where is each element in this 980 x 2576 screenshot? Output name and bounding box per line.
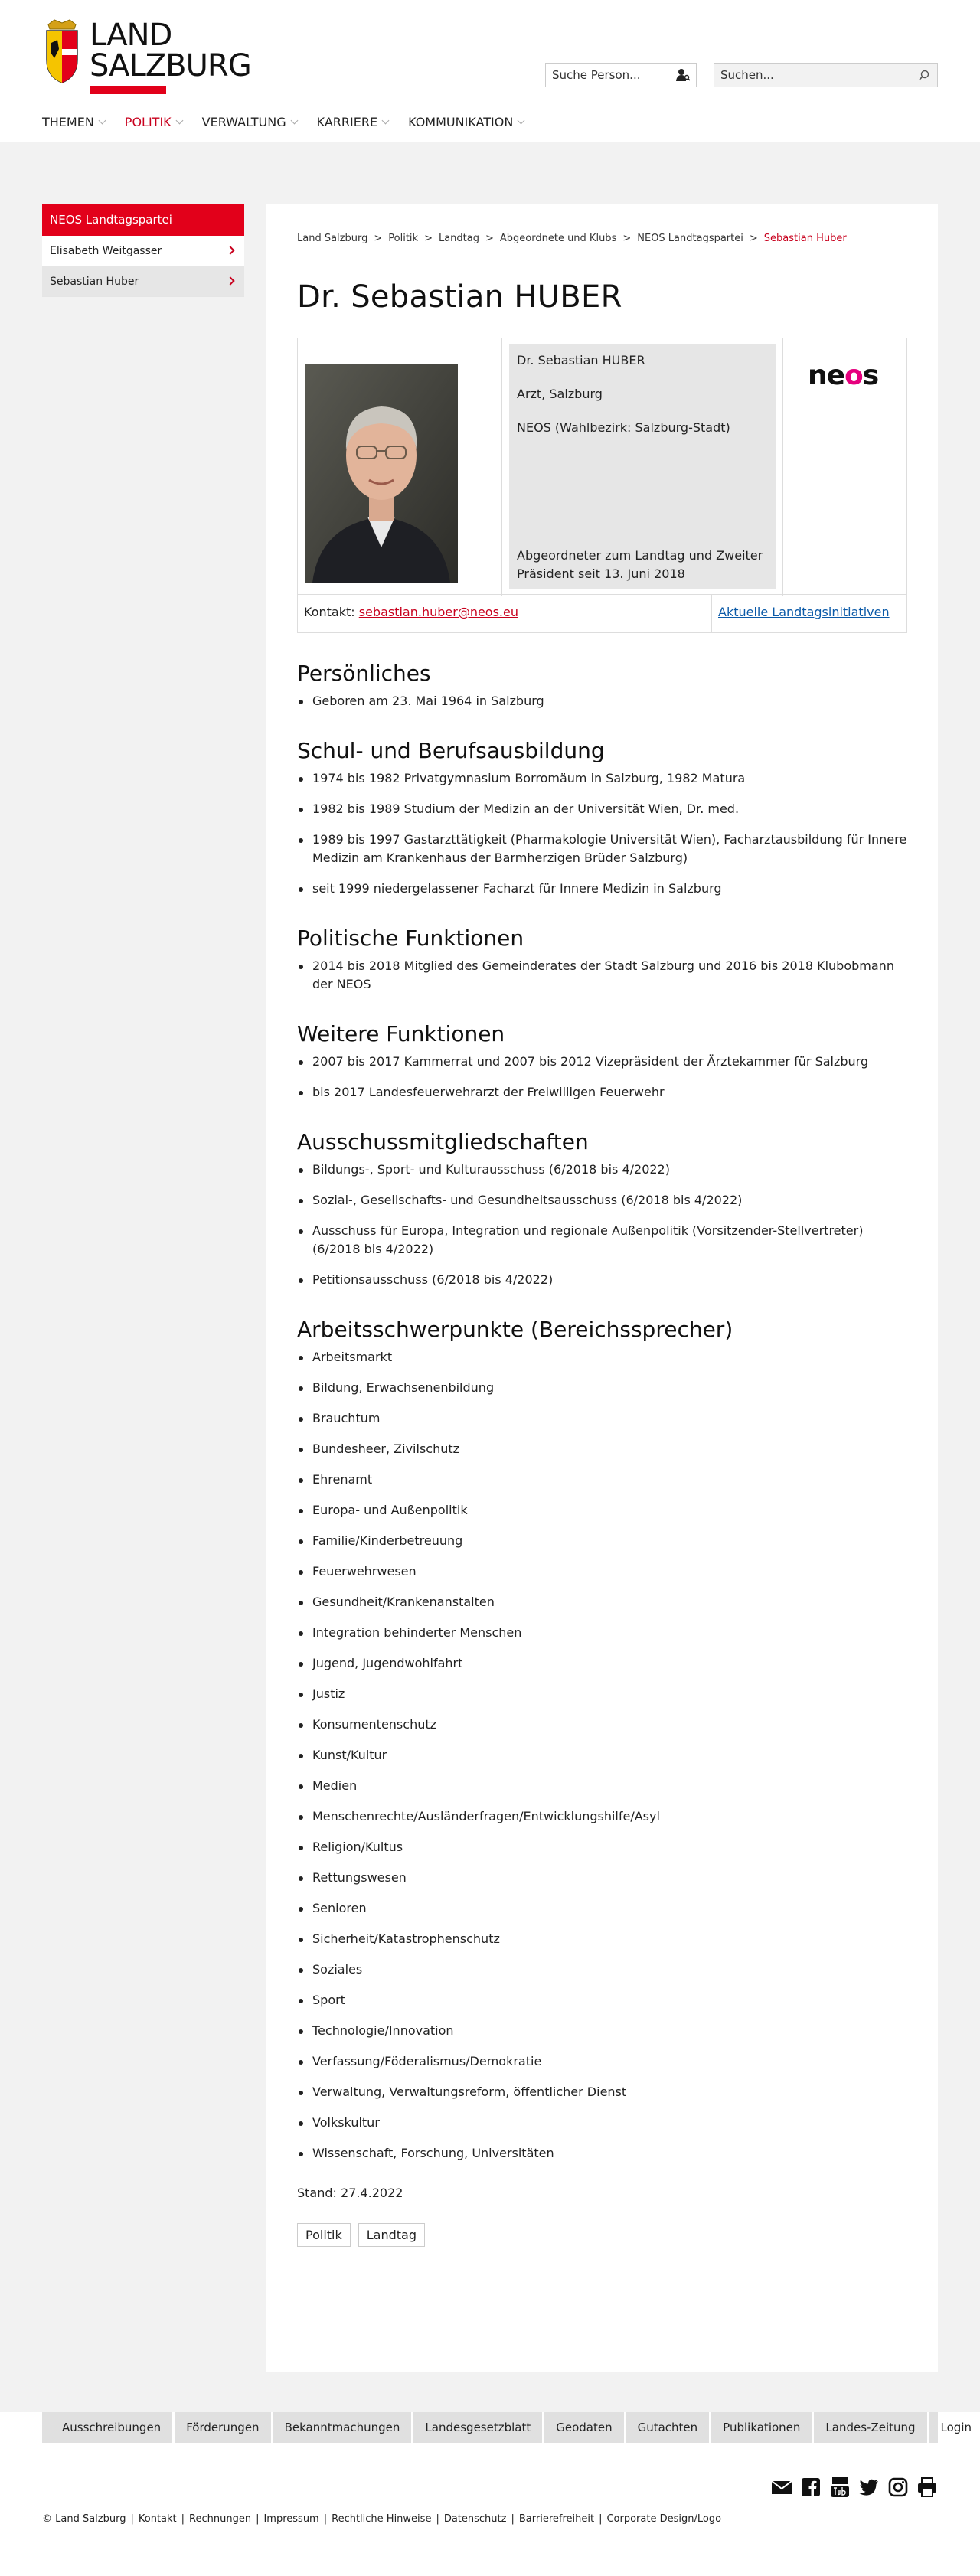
list-item: 1989 bis 1997 Gastarzttätigkeit (Pharmakologie Universität Wien), Facharztausbildung für Innere Medizin am Krankenhaus der Barmherzigen Brüder Salzburg) bbox=[297, 831, 907, 867]
nav-item-label: VERWALTUNG bbox=[201, 115, 286, 129]
section-title: Weitere Funktionen bbox=[297, 1021, 505, 1046]
initiatives-cell bbox=[711, 595, 907, 632]
breadcrumb-current: Sebastian Huber bbox=[763, 233, 847, 244]
profile-role: Abgeordneter zum Landtag und Zweiter Präsident seit 13. Juni 2018 bbox=[517, 548, 763, 581]
section-ausbildung bbox=[297, 738, 907, 898]
nav-item-label: KOMMUNIKATION bbox=[408, 115, 514, 129]
list-item: Arbeitsmarkt bbox=[297, 1348, 907, 1366]
profile-info-box bbox=[509, 344, 776, 589]
site-header bbox=[0, 0, 980, 142]
search-icon[interactable] bbox=[919, 70, 929, 80]
footer-link-bekanntmachungen[interactable]: Bekanntmachungen bbox=[273, 2412, 414, 2443]
list-item: 2014 bis 2018 Mitglied des Gemeinderates der Stadt Salzburg und 2016 bis 2018 Klubobmann der NEOS bbox=[297, 957, 907, 994]
profile-name: Dr. Sebastian HUBER bbox=[517, 353, 645, 367]
legal-link-datenschutz[interactable]: Datenschutz bbox=[443, 2513, 507, 2525]
breadcrumb-separator: > bbox=[374, 233, 383, 244]
section-title: Persönliches bbox=[297, 661, 431, 686]
sidebar bbox=[42, 204, 244, 297]
neos-logo-text-b: s bbox=[862, 360, 879, 391]
breadcrumb-link[interactable]: Land Salzburg bbox=[297, 233, 368, 244]
page-title: Dr. Sebastian HUBER bbox=[297, 279, 622, 315]
legal-link-corporate-design[interactable]: Corporate Design/Logo bbox=[606, 2513, 722, 2525]
print-icon[interactable] bbox=[916, 2476, 938, 2498]
footer-link-landes-zeitung[interactable]: Landes-Zeitung bbox=[814, 2412, 929, 2443]
twitter-icon[interactable] bbox=[858, 2476, 880, 2498]
list-item: Geboren am 23. Mai 1964 in Salzburg bbox=[297, 692, 907, 710]
list-item: 1974 bis 1982 Privatgymnasium Borromäum in Salzburg, 1982 Matura bbox=[297, 769, 907, 788]
contact-cell bbox=[304, 605, 518, 619]
legal-separator: | bbox=[436, 2513, 439, 2525]
list-item: Sozial-, Gesellschafts- und Gesundheitsausschuss (6/2018 bis 4/2022) bbox=[297, 1191, 907, 1210]
sidebar-item-label: Elisabeth Weitgasser bbox=[50, 245, 162, 257]
site-search-input[interactable] bbox=[714, 64, 906, 87]
list-item: Bundesheer, Zivilschutz bbox=[297, 1440, 907, 1458]
email-link[interactable]: sebastian.huber@neos.eu bbox=[358, 605, 518, 619]
portrait-photo bbox=[305, 364, 458, 583]
legal-separator: | bbox=[511, 2513, 514, 2525]
section-title: Politische Funktionen bbox=[297, 926, 524, 951]
youtube-icon[interactable] bbox=[829, 2476, 851, 2498]
sidebar-item-label: Sebastian Huber bbox=[50, 276, 139, 288]
list-item: Sport bbox=[297, 1991, 907, 2010]
nav-item-label: KARRIERE bbox=[316, 115, 378, 129]
list-item: Volkskultur bbox=[297, 2114, 907, 2132]
footer-link-landesgesetzblatt[interactable]: Landesgesetzblatt bbox=[413, 2412, 544, 2443]
list-item: Kunst/Kultur bbox=[297, 1746, 907, 1765]
list-item: Integration behinderter Menschen bbox=[297, 1624, 907, 1642]
site-footer bbox=[0, 2412, 980, 2576]
section-politische-funktionen bbox=[297, 926, 907, 994]
initiatives-link[interactable]: Aktuelle Landtagsinitiativen bbox=[718, 605, 890, 619]
list-item: Religion/Kultus bbox=[297, 1838, 907, 1856]
footer-link-login[interactable]: Login bbox=[929, 2412, 980, 2443]
breadcrumb-link[interactable]: Politik bbox=[388, 233, 419, 244]
section-persoenliches bbox=[297, 661, 907, 710]
list-item: Jugend, Jugendwohlfahrt bbox=[297, 1654, 907, 1673]
legal-link-rechnungen[interactable]: Rechnungen bbox=[189, 2513, 252, 2525]
person-search-icon[interactable] bbox=[676, 68, 690, 82]
logo-line-2: SALZBURG bbox=[90, 48, 251, 83]
nav-item-themen[interactable] bbox=[42, 115, 105, 129]
breadcrumb-separator: > bbox=[622, 233, 632, 244]
site-search-box bbox=[714, 63, 938, 87]
breadcrumb-separator: > bbox=[749, 233, 758, 244]
nav-item-label: POLITIK bbox=[124, 115, 172, 129]
tag-list bbox=[297, 2223, 907, 2247]
photo-cell bbox=[298, 338, 502, 596]
list-item: Medien bbox=[297, 1777, 907, 1795]
footer-link-gutachten[interactable]: Gutachten bbox=[626, 2412, 712, 2443]
contact-row bbox=[297, 595, 907, 633]
contact-label: Kontakt: bbox=[304, 605, 355, 619]
neos-logo-dot: o bbox=[844, 360, 863, 391]
chevron-down-icon bbox=[518, 117, 525, 125]
tag-landtag[interactable]: Landtag bbox=[358, 2223, 425, 2247]
breadcrumb-separator: > bbox=[424, 233, 433, 244]
legal-separator: | bbox=[181, 2513, 185, 2525]
footer-link-geodaten[interactable]: Geodaten bbox=[544, 2412, 626, 2443]
legal-link-impressum[interactable]: Impressum bbox=[263, 2513, 319, 2525]
profile-profession: Arzt, Salzburg bbox=[517, 387, 603, 401]
land-salzburg-logo[interactable] bbox=[44, 18, 251, 92]
section-list bbox=[297, 957, 907, 994]
section-arbeitsschwerpunkte bbox=[297, 1317, 907, 2163]
chevron-right-icon bbox=[226, 276, 234, 285]
neos-logo-text-a: ne bbox=[808, 360, 845, 391]
logo-line-1: LAND bbox=[90, 18, 172, 53]
chevron-down-icon bbox=[98, 117, 106, 125]
list-item: Technologie/Innovation bbox=[297, 2022, 907, 2040]
list-item: Rettungswesen bbox=[297, 1869, 907, 1887]
footer-link-ausschreibungen[interactable]: Ausschreibungen bbox=[42, 2412, 175, 2443]
list-item: Justiz bbox=[297, 1685, 907, 1703]
list-item: Sicherheit/Katastrophenschutz bbox=[297, 1930, 907, 1948]
list-item: 2007 bis 2017 Kammerrat und 2007 bis 2012 Vizepräsident der Ärztekammer für Salzburg bbox=[297, 1053, 907, 1071]
section-title: Ausschussmitgliedschaften bbox=[297, 1129, 589, 1154]
list-item: Wissenschaft, Forschung, Universitäten bbox=[297, 2144, 907, 2163]
nav-item-label: THEMEN bbox=[42, 115, 94, 129]
legal-links bbox=[42, 2513, 721, 2525]
footer-link-publikationen[interactable]: Publikationen bbox=[711, 2412, 814, 2443]
section-list bbox=[297, 1053, 907, 1102]
list-item: seit 1999 niedergelassener Facharzt für Innere Medizin in Salzburg bbox=[297, 880, 907, 898]
list-item: Soziales bbox=[297, 1961, 907, 1979]
salzburg-crest-icon bbox=[44, 18, 80, 84]
list-item: Europa- und Außenpolitik bbox=[297, 1501, 907, 1520]
nav-item-karriere[interactable] bbox=[317, 115, 388, 129]
sidebar-heading[interactable]: NEOS Landtagspartei bbox=[42, 204, 244, 236]
profile-party: NEOS (Wahlbezirk: Salzburg-Stadt) bbox=[517, 420, 730, 435]
breadcrumb bbox=[297, 233, 907, 244]
list-item: Bildungs-, Sport- und Kulturausschuss (6/2018 bis 4/2022) bbox=[297, 1161, 907, 1179]
legal-separator: | bbox=[599, 2513, 603, 2525]
legal-separator: | bbox=[256, 2513, 260, 2525]
last-updated: Stand: 27.4.2022 bbox=[297, 2186, 403, 2200]
nav-item-kommunikation[interactable] bbox=[408, 115, 524, 129]
section-title: Arbeitsschwerpunkte (Bereichssprecher) bbox=[297, 1317, 733, 1342]
list-item: Familie/Kinderbetreuung bbox=[297, 1532, 907, 1550]
section-list bbox=[297, 1161, 907, 1289]
tag-politik[interactable]: Politik bbox=[297, 2223, 351, 2247]
list-item: Menschenrechte/Ausländerfragen/Entwicklungshilfe/Asyl bbox=[297, 1807, 907, 1826]
list-item: Verwaltung, Verwaltungsreform, öffentlicher Dienst bbox=[297, 2083, 907, 2101]
person-search-box bbox=[545, 63, 697, 87]
legal-separator: | bbox=[323, 2513, 328, 2525]
section-ausschuesse bbox=[297, 1129, 907, 1289]
logo-red-bar bbox=[90, 86, 166, 94]
mail-icon[interactable] bbox=[771, 2476, 792, 2498]
profile-table bbox=[297, 338, 907, 595]
list-item: Konsumentenschutz bbox=[297, 1716, 907, 1734]
legal-separator: | bbox=[130, 2513, 134, 2525]
list-item: Verfassung/Föderalismus/Demokratie bbox=[297, 2052, 907, 2071]
section-list bbox=[297, 1348, 907, 2163]
list-item: Bildung, Erwachsenenbildung bbox=[297, 1379, 907, 1397]
sidebar-item-huber[interactable] bbox=[42, 266, 244, 297]
breadcrumb-link[interactable]: Abgeordnete und Klubs bbox=[499, 233, 617, 244]
copyright: © Land Salzburg bbox=[42, 2513, 126, 2525]
nav-item-verwaltung[interactable] bbox=[202, 115, 297, 129]
list-item: bis 2017 Landesfeuerwehrarzt der Freiwilligen Feuerwehr bbox=[297, 1083, 907, 1102]
chevron-down-icon bbox=[290, 117, 298, 125]
legal-link-barrierefreiheit[interactable]: Barrierefreiheit bbox=[518, 2513, 595, 2525]
breadcrumb-link[interactable]: NEOS Landtagspartei bbox=[637, 233, 743, 244]
social-icons bbox=[763, 2476, 938, 2498]
content-panel bbox=[266, 204, 938, 2372]
section-weitere-funktionen bbox=[297, 1021, 907, 1102]
list-item: Brauchtum bbox=[297, 1409, 907, 1428]
legal-link-kontakt[interactable]: Kontakt bbox=[138, 2513, 177, 2525]
facebook-icon[interactable] bbox=[800, 2476, 822, 2498]
chevron-down-icon bbox=[175, 117, 183, 125]
list-item: Senioren bbox=[297, 1899, 907, 1918]
chevron-down-icon bbox=[382, 117, 390, 125]
legal-link-rechtliche-hinweise[interactable]: Rechtliche Hinweise bbox=[332, 2513, 432, 2525]
main-navigation bbox=[42, 115, 544, 129]
section-title: Schul- und Berufsausbildung bbox=[297, 738, 605, 763]
neos-logo bbox=[808, 360, 878, 391]
breadcrumb-separator: > bbox=[485, 233, 494, 244]
instagram-icon[interactable] bbox=[887, 2476, 909, 2498]
nav-item-politik[interactable] bbox=[125, 115, 182, 129]
main-area bbox=[0, 142, 980, 2412]
chevron-right-icon bbox=[226, 246, 234, 254]
list-item: Ehrenamt bbox=[297, 1471, 907, 1489]
list-item: Ausschuss für Europa, Integration und regionale Außenpolitik (Vorsitzender-Stellvertreter) (6/2018 bis 4/2022) bbox=[297, 1222, 907, 1259]
list-item: 1982 bis 1989 Studium der Medizin an der Universität Wien, Dr. med. bbox=[297, 800, 907, 818]
section-list bbox=[297, 692, 907, 710]
footer-link-foerderungen[interactable]: Förderungen bbox=[175, 2412, 273, 2443]
list-item: Gesundheit/Krankenanstalten bbox=[297, 1593, 907, 1611]
footer-link-bar bbox=[42, 2412, 972, 2443]
party-logo-cell bbox=[782, 338, 907, 596]
sidebar-item-weitgasser[interactable] bbox=[42, 236, 244, 266]
section-list bbox=[297, 769, 907, 898]
list-item: Feuerwehrwesen bbox=[297, 1562, 907, 1581]
person-search-input[interactable] bbox=[546, 64, 668, 87]
breadcrumb-link[interactable]: Landtag bbox=[438, 233, 479, 244]
list-item: Petitionsausschuss (6/2018 bis 4/2022) bbox=[297, 1271, 907, 1289]
